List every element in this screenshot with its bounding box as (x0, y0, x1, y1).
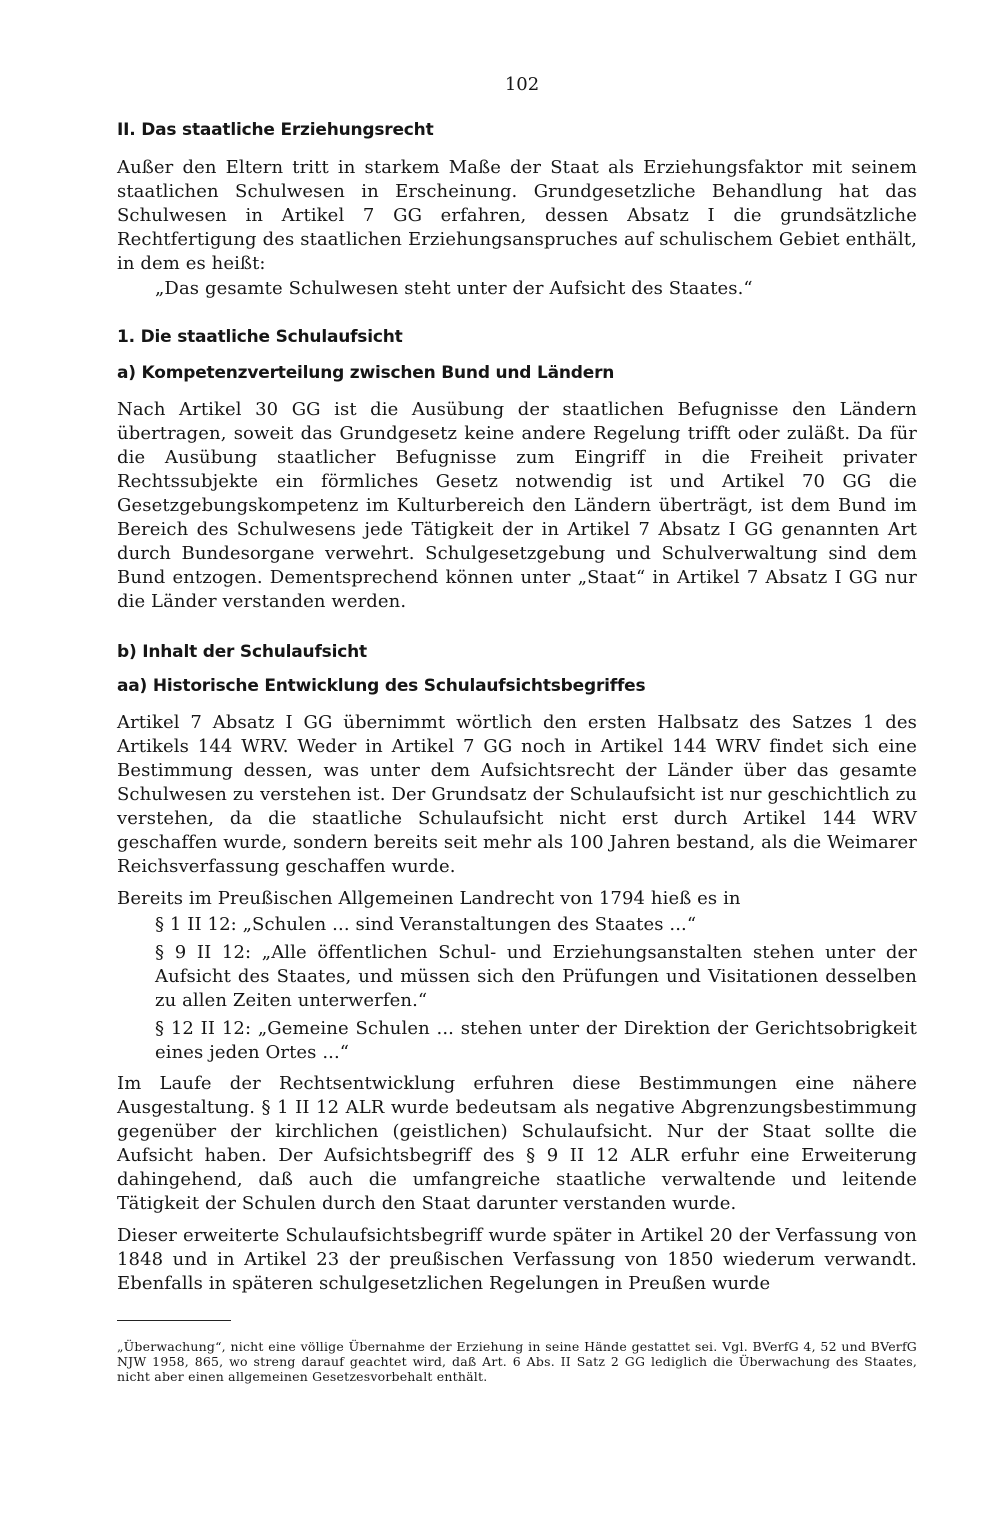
intro-paragraph: Außer den Eltern tritt in starkem Maße der Staat als Erziehungsfaktor mit seinem staatlichen Schulwesen in Erscheinung. Grundgesetzliche Behandlung hat das Schulwesen in Artikel 7 GG erfahren, dessen Absatz I die grundsätzliche Rechtfertigung des staatlichen Erziehungsanspruches auf schulischem Gebiet enthält, in dem es heißt: (117, 157, 917, 274)
history-paragraph: Artikel 7 Absatz I GG übernimmt wörtlich den ersten Halbsatz des Satzes 1 des Artikels 144 WRV. Weder in Artikel 7 GG noch in Artikel 144 WRV findet sich eine Bestimmung dessen, was unter dem Aufsichtsrecht der Länder über das gesamte Schulwesen zu verstehen ist. Der Grundsatz der Schulaufsicht ist nur geschichtlich zu verstehen, da die staatliche Schulaufsicht nicht erst durch Artikel 144 WRV geschaffen wurde, sondern bereits seit mehr als 100 Jahren bestand, als die Weimarer Reichsverfassung geschaffen wurde. (117, 712, 917, 877)
competence-paragraph: Nach Artikel 30 GG ist die Ausübung der staatlichen Befugnisse den Ländern übertragen, soweit das Grundgesetz keine andere Regelung trifft oder zuläßt. Da für die Ausübung staatlicher Befugnisse zum Eingriff in die Freiheit privater Rechtssubjekte ein förmliches Gesetz notwendig ist und Artikel 70 GG die Gesetzgebungskompetenz im Kulturbereich den Ländern überträgt, ist dem Bund im Bereich des Schulwesens jede Tätigkeit der in Artikel 7 Absatz I GG genannten Art durch Bundesorgane verwehrt. Schulgesetzgebung und Schulverwaltung sind dem Bund entzogen. Dementsprechend können unter „Staat“ in Artikel 7 Absatz I GG nur die Länder verstanden werden. (117, 399, 917, 612)
document-page (117, 72, 917, 1384)
footnote-divider (117, 1320, 231, 1321)
subsection-b-title: b) Inhalt der Schulaufsicht (117, 642, 367, 662)
legal-quote: § 9 II 12: „Alle öffentlichen Schul- und Erziehungsanstalten stehen unter der Aufsicht des Staates, und müssen sich den Prüfungen und Visitationen desselben zu allen Zeiten unterwerfen.“ (155, 942, 917, 1011)
subsection-aa-title: aa) Historische Entwicklung des Schulaufsichtsbegriffes (117, 676, 646, 696)
footnote: „Überwachung“, nicht eine völlige Übernahme der Erziehung in seine Hände gestattet sei. Vgl. BVerfG 4, 52 und BVerfG NJW 1958, 865, wo streng darauf geachtet wird, daß Art. 6 Abs. II Satz 2 GG lediglich die Überwachung des Staates, nicht aber einen allgemeinen Gesetzesvorbehalt enthält. (117, 1339, 917, 1384)
subsection-1-title: 1. Die staatliche Schulaufsicht (117, 327, 403, 347)
intro-quote: „Das gesamte Schulwesen steht unter der Aufsicht des Staates.“ (155, 278, 753, 299)
landrecht-intro: Bereits im Preußischen Allgemeinen Landrecht von 1794 hieß es in (117, 888, 741, 909)
legal-quote: § 12 II 12: „Gemeine Schulen ... stehen unter der Direktion der Gerichtsobrigkeit eines jeden Ortes ...“ (155, 1018, 917, 1063)
subsection-a-title: a) Kompetenzverteilung zwischen Bund und Ländern (117, 363, 615, 383)
page-number: 102 (504, 74, 540, 95)
extended-paragraph: Dieser erweiterte Schulaufsichtsbegriff wurde später in Artikel 20 der Verfassung von 1848 und in Artikel 23 der preußischen Verfassung von 1850 wiederum verwandt. Ebenfalls in späteren schulgesetzlichen Regelungen in Preußen wurde (117, 1225, 917, 1294)
legal-quote: § 1 II 12: „Schulen ... sind Veranstaltungen des Staates ...“ (155, 914, 697, 935)
development-paragraph: Im Laufe der Rechtsentwicklung erfuhren diese Bestimmungen eine nähere Ausgestaltung. § 1 II 12 ALR wurde bedeutsam als negative Abgrenzungsbestimmung gegenüber der kirchlichen (geistlichen) Schulaufsicht. Nur der Staat sollte die Aufsicht haben. Der Aufsichtsbegriff des § 9 II 12 ALR erfuhr eine Erweiterung dahingehend, daß auch die umfangreiche staatliche verwaltende und leitende Tätigkeit der Schulen durch den Staat darunter verstanden wurde. (117, 1073, 917, 1214)
section-title: II. Das staatliche Erziehungsrecht (117, 120, 434, 140)
